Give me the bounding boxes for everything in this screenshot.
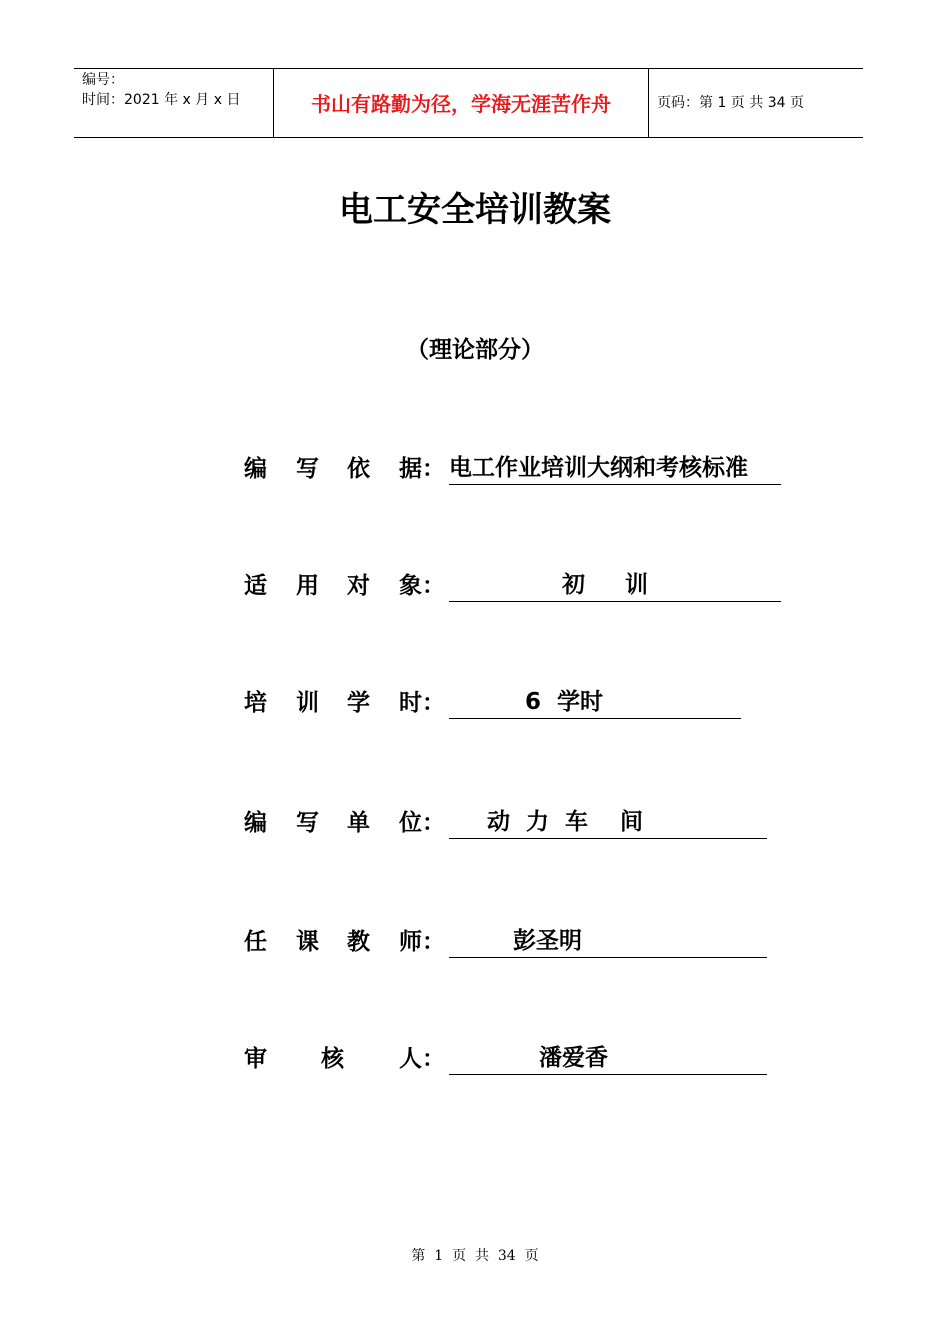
label-colon: ： [422,810,445,836]
motto-text: 书山有路勤为径，学海无涯苦作舟 [311,92,611,116]
field-value: 6 学时 [449,686,741,719]
label-char: 课 [296,929,319,955]
label-char: 位 [399,810,422,836]
label-char: 用 [296,573,319,599]
label-char: 象 [399,573,422,599]
label-char: 核 [321,1046,344,1072]
field-value: 电工作业培训大纲和考核标准 [449,452,781,485]
field-value: 彭圣明 [449,925,767,958]
label-char: 审 [244,1046,267,1072]
label-char: 学 [347,690,370,716]
label-char: 编 [244,810,267,836]
label-colon: ： [422,1046,445,1072]
label-char: 时 [399,690,422,716]
label-colon: ： [422,456,445,482]
document-time-label: 时间：2021 年 x 月 x 日 [82,92,241,108]
label-colon: ： [422,573,445,599]
label-colon: ： [422,929,445,955]
label-char: 任 [244,929,267,955]
field-value: 潘爱香 [449,1042,767,1075]
label-char: 写 [296,456,319,482]
document-subtitle: （理论部分） [406,337,544,363]
document-number-label: 编号： [82,72,124,88]
label-colon: ： [422,690,445,716]
label-char: 对 [347,573,370,599]
header-table [74,68,863,138]
label-char: 师 [399,929,422,955]
label-char: 写 [296,810,319,836]
label-char: 培 [244,690,267,716]
field-value: 动 力 车 间 [449,806,767,839]
header-motto-cell [274,69,649,137]
field-value: 初 训 [449,569,781,602]
header-page-cell [649,69,863,137]
header-info-cell [74,69,274,137]
label-char: 适 [244,573,267,599]
page-info: 页码：第 1 页 共 34 页 [657,95,804,111]
page-footer: 第 1 页 共 34 页 [411,1248,539,1264]
label-char: 人 [399,1046,422,1072]
label-char: 单 [347,810,370,836]
document-title: 电工安全培训教案 [339,190,611,230]
label-char: 据 [399,456,422,482]
label-char: 编 [244,456,267,482]
label-char: 教 [347,929,370,955]
label-char: 依 [347,456,370,482]
label-char: 训 [296,690,319,716]
